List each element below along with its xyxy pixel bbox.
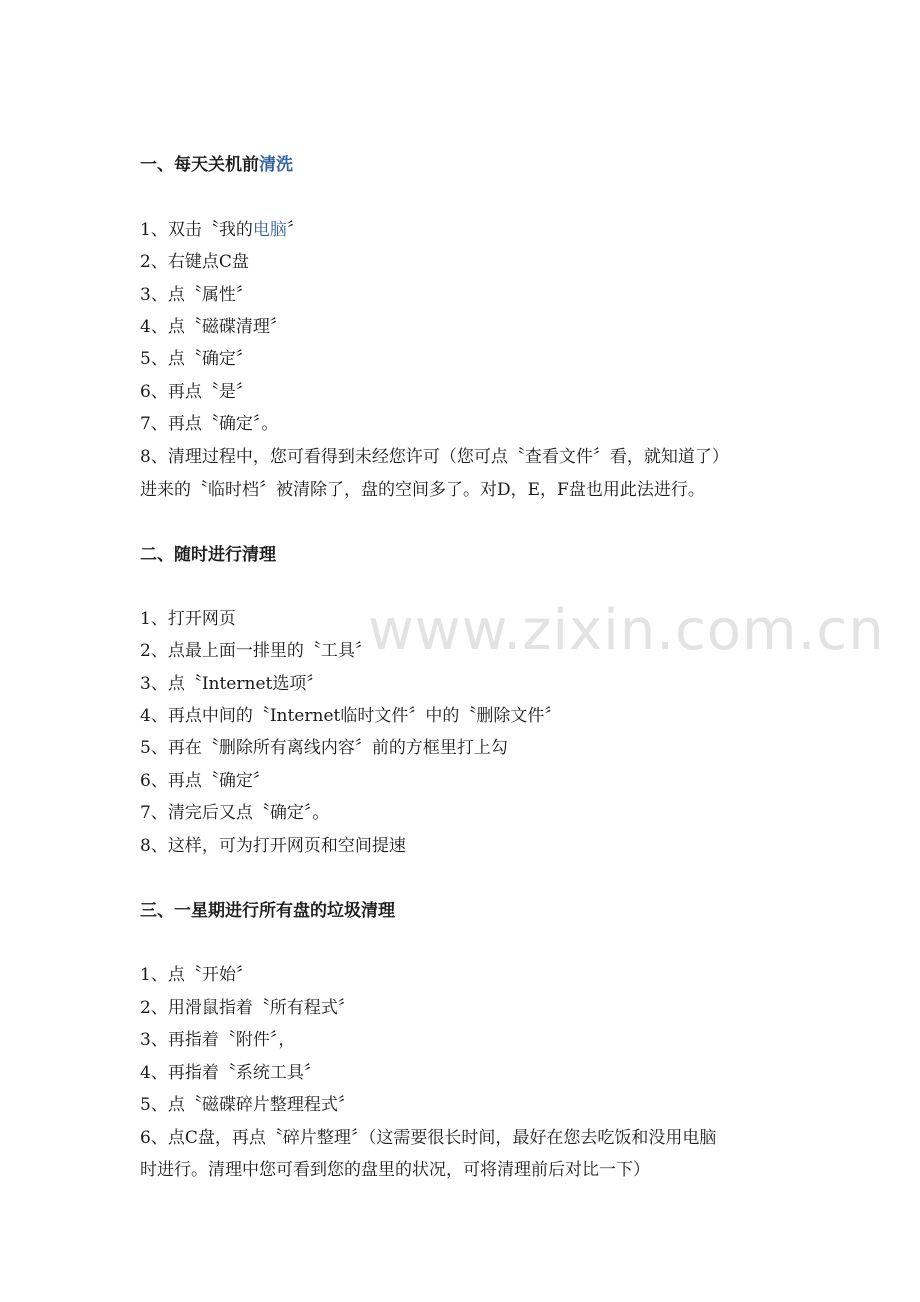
section1-step-5: 5、点〝确定〞 — [140, 349, 253, 369]
section1-step-1-text-b: 〞 — [286, 220, 304, 240]
section1-step-1-link[interactable]: 电脑 — [252, 220, 287, 240]
section2-step-7: 7、清完后又点〝确定〞。 — [140, 803, 330, 823]
section1-heading — [140, 155, 293, 175]
section2-step-6: 6、再点〝确定〞 — [140, 771, 270, 791]
section1-heading-text: 一、每天关机前 — [140, 155, 259, 175]
section2-heading: 二、随时进行清理 — [140, 545, 276, 565]
watermark: www.zixin.com.cn — [368, 598, 885, 663]
section3-step-3: 3、再指着〝附件〞， — [140, 1030, 296, 1050]
section3-step-4: 4、再指着〝系统工具〞 — [140, 1063, 321, 1083]
section2-step-5: 5、再在〝删除所有离线内容〞前的方框里打上勾 — [140, 738, 508, 758]
section3-step-1: 1、点〝开始〞 — [140, 965, 253, 985]
section1-step-8: 8、清理过程中，您可看得到未经您许可（您可点〝查看文件〞看，就知道了） — [140, 447, 729, 467]
section1-step-6: 6、再点〝是〞 — [140, 382, 253, 402]
section2-step-2: 2、点最上面一排里的〝工具〞 — [140, 641, 372, 661]
section3-heading: 三、一星期进行所有盘的垃圾清理 — [140, 901, 395, 921]
section1-step-7: 7、再点〝确定〞。 — [140, 414, 279, 434]
section2-step-3: 3、点〝Internet选项〞 — [140, 674, 324, 694]
section1-step-2: 2、右键点C盘 — [140, 252, 249, 272]
section3-step-6-continued: 时进行。清理中您可看到您的盘里的状况，可将清理前后对比一下） — [140, 1160, 650, 1180]
section1-heading-link[interactable]: 清洗 — [259, 155, 293, 175]
section1-step-1 — [140, 220, 304, 240]
section2-step-8: 8、这样，可为打开网页和空间提速 — [140, 836, 406, 856]
section3-step-6: 6、点C盘，再点〝碎片整理〞（这需要很长时间，最好在您去吃饭和没用电脑 — [140, 1128, 717, 1148]
section3-step-5: 5、点〝磁碟碎片整理程式〞 — [140, 1095, 355, 1115]
section1-step-3: 3、点〝属性〞 — [140, 285, 253, 305]
section3-step-2: 2、用滑鼠指着〝所有程式〞 — [140, 998, 355, 1018]
section2-step-4: 4、再点中间的〝Internet临时文件〞中的〝删除文件〞 — [140, 706, 562, 726]
section1-step-4: 4、点〝磁碟清理〞 — [140, 317, 287, 337]
section2-step-1: 1、打开网页 — [140, 609, 236, 629]
section1-step-8-continued: 进来的〝临时档〞被清除了，盘的空间多了。对D，E，F盘也用此法进行。 — [140, 480, 705, 500]
section1-step-1-text-a: 1、双击〝我的 — [140, 220, 253, 240]
